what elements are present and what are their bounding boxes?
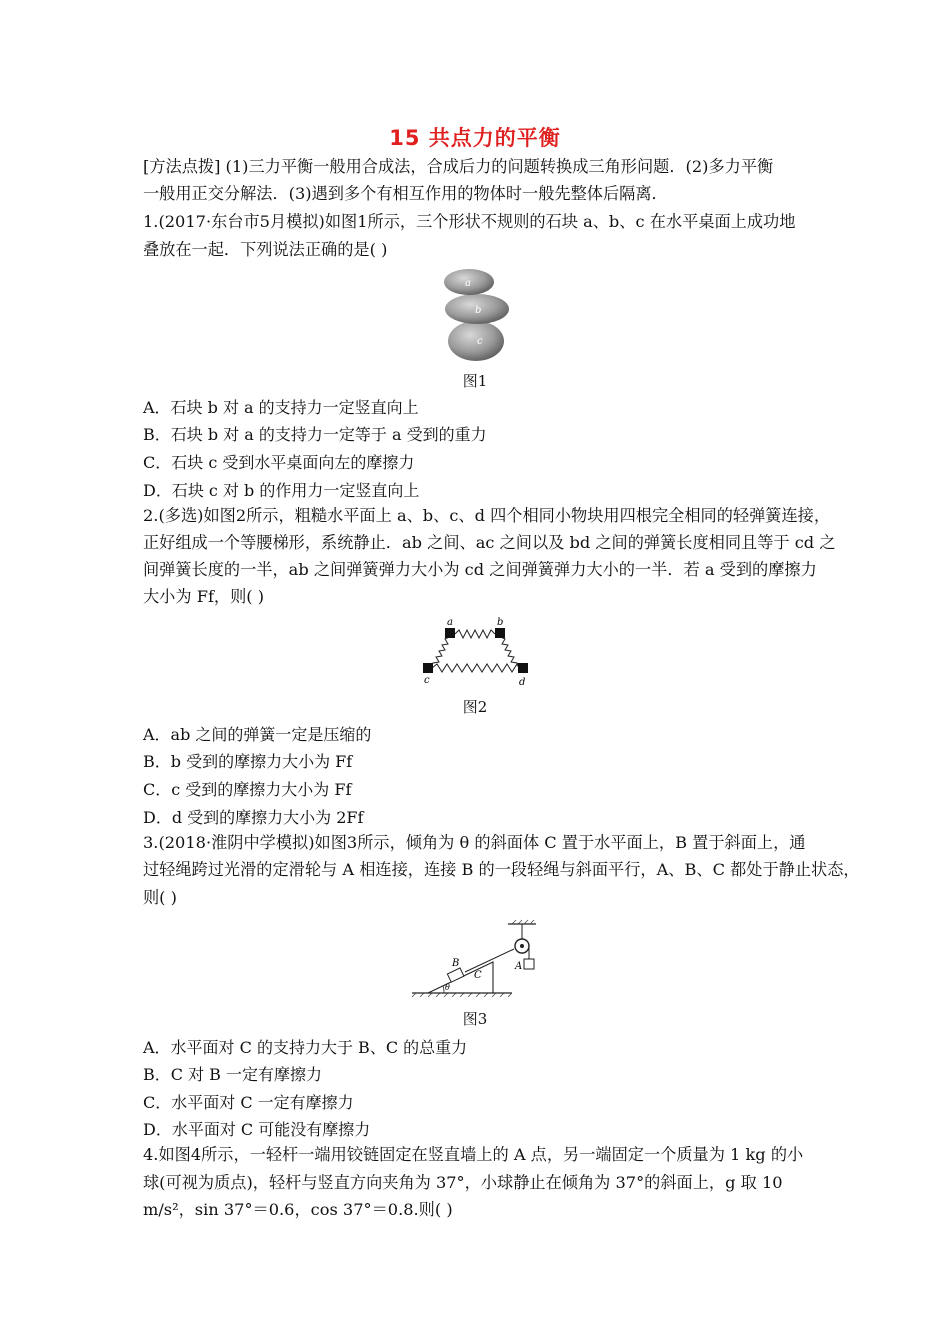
q2-stem-line-3: 间弹簧长度的一半，ab 之间弹簧弹力大小为 cd 之间弹簧弹力大小的一半．若 a 受到的摩擦力 [143, 560, 817, 579]
spring-ac [430, 637, 449, 666]
figure-3-caption: 图3 [462, 1010, 488, 1028]
q3-option-b: B．C 对 B 一定有摩擦力 [143, 1065, 323, 1084]
method-tip-line-1: [方法点拨] (1)三力平衡一般用合成法，合成后力的问题转换成三角形问题．(2)多力平衡 [143, 157, 774, 176]
figure-2-caption: 图2 [462, 698, 488, 716]
figure-3-incline-pulley [408, 918, 548, 998]
angle-arc [443, 986, 444, 993]
q3-stem-line-3: 则( ) [143, 888, 177, 907]
block-d [518, 663, 528, 673]
block-label-a: a [447, 617, 453, 628]
block-c [423, 663, 433, 673]
pulley-axle [520, 944, 524, 948]
label-a: A [515, 961, 523, 972]
q3-option-a: A．水平面对 C 的支持力大于 B、C 的总重力 [143, 1038, 468, 1057]
q2-option-b: B．b 受到的摩擦力大小为 Ff [143, 752, 353, 771]
stone-label-c: c [477, 336, 483, 347]
figure-2-spring-trapezoid [418, 615, 533, 687]
spring-bd [501, 637, 520, 666]
q1-stem-line-1: 1.(2017·东台市5月模拟)如图1所示，三个形状不规则的石块 a、b、c 在水平桌面上成功地 [143, 212, 796, 231]
q2-stem-line-4: 大小为 Ff，则( ) [143, 587, 265, 606]
q3-stem-line-2: 过轻绳跨过光滑的定滑轮与 A 相连接，连接 B 的一段轻绳与斜面平行，A、B、C 都处于静止状态， [143, 860, 860, 879]
q4-stem-line-2: 球(可视为质点)，轻杆与竖直方向夹角为 37°，小球静止在倾角为 37°的斜面上，g 取 10 [143, 1173, 783, 1192]
method-tip-line-2: 一般用正交分解法．(3)遇到多个有相互作用的物体时一般先整体后隔离． [143, 184, 668, 203]
block-a [445, 628, 455, 638]
q3-option-d: D．水平面对 C 可能没有摩擦力 [143, 1120, 371, 1139]
label-c: C [474, 970, 482, 981]
q1-option-b: B．石块 b 对 a 的支持力一定等于 a 受到的重力 [143, 425, 487, 444]
block-label-c: c [424, 675, 430, 686]
block-b [495, 628, 505, 638]
q1-option-a: A．石块 b 对 a 的支持力一定竖直向上 [143, 398, 419, 417]
q2-stem-line-2: 正好组成一个等腰梯形，系统静止．ab 之间、ac 之间以及 bd 之间的弹簧长度相同且等于 cd 之 [143, 533, 836, 552]
q2-option-c: C．c 受到的摩擦力大小为 Ff [143, 780, 352, 799]
q2-stem-line-1: 2.(多选)如图2所示，粗糙水平面上 a、b、c、d 四个相同小物块用四根完全相同的轻弹簧连接， [143, 506, 831, 525]
figure-1-caption: 图1 [462, 372, 488, 390]
q3-option-c: C．水平面对 C 一定有摩擦力 [143, 1093, 354, 1112]
block-label-d: d [519, 677, 526, 687]
inclined-rope [465, 949, 514, 972]
q4-stem-line-1: 4.如图4所示，一轻杆一端用铰链固定在竖直墙上的 A 点，另一端固定一个质量为 1 kg 的小 [143, 1145, 804, 1164]
q1-option-d: D．石块 c 对 b 的作用力一定竖直向上 [143, 481, 420, 500]
figure-1-stacked-stones [435, 266, 515, 362]
block-a [524, 959, 534, 969]
q2-option-d: D．d 受到的摩擦力大小为 2Ff [143, 808, 364, 827]
page-title: 15 共点力的平衡 [389, 126, 561, 150]
q3-stem-line-1: 3.(2018·淮阴中学模拟)如图3所示，倾角为 θ 的斜面体 C 置于水平面上，B 置于斜面上，通 [143, 833, 806, 852]
stone-label-a: a [465, 278, 471, 289]
label-theta: θ [445, 983, 450, 992]
q1-option-c: C．石块 c 受到水平桌面向左的摩擦力 [143, 453, 415, 472]
label-b: B [452, 958, 460, 969]
q1-stem-line-2: 叠放在一起．下列说法正确的是( ) [143, 240, 388, 259]
q2-option-a: A．ab 之间的弹簧一定是压缩的 [143, 725, 372, 744]
stone-label-b: b [475, 305, 482, 316]
spring-cd [432, 664, 519, 672]
block-label-b: b [497, 617, 504, 628]
spring-ab [455, 630, 495, 638]
block-b [447, 968, 464, 982]
q4-stem-line-3: m/s²，sin 37°＝0.6，cos 37°＝0.8.则( ) [143, 1200, 453, 1219]
stone-c [448, 321, 504, 361]
